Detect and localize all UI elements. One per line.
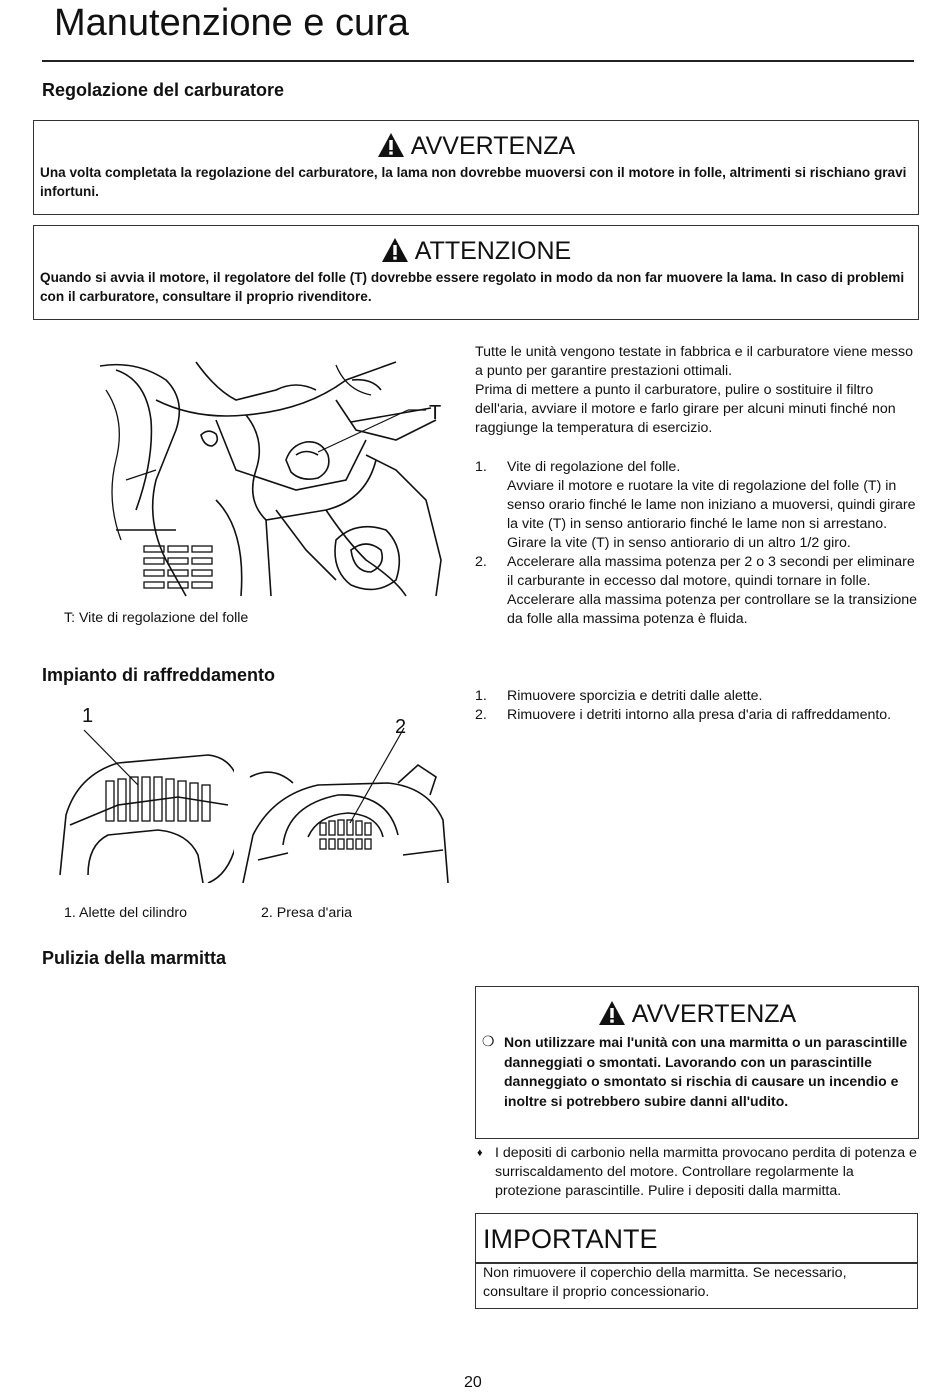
muffler-note xyxy=(475,1144,919,1201)
list-item xyxy=(475,458,919,553)
cooling-caption-1: 1. Alette del cilindro xyxy=(64,905,188,921)
important-label: IMPORTANTE xyxy=(483,1224,658,1254)
caution-header xyxy=(34,236,918,266)
warning-triangle-icon xyxy=(381,237,409,263)
warning-header xyxy=(34,131,918,161)
list-item xyxy=(475,706,919,725)
muffler-note-text: I depositi di carbonio nella marmitta provocano perdita di potenza e surriscaldamento del motore. Controllare regolarmente la protezione parascintille. Pulire i depositi dalla marmitta. xyxy=(495,1145,917,1199)
carburetor-intro xyxy=(475,343,919,438)
cooling-illustration xyxy=(58,725,450,883)
warning-text: Una volta completata la regolazione del carburatore, la lama non dovrebbe muoversi con il motore in folle, altrimenti si rischiano gravi infortuni. xyxy=(40,165,907,199)
warning-triangle-icon xyxy=(598,1000,626,1026)
warning-label: AVVERTENZA xyxy=(631,1000,797,1028)
page-number: 20 xyxy=(464,1374,482,1391)
carburetor-intro-2: Prima di mettere a punto il carburatore, pulire o sostituire il filtro dell'aria, avviare il motore e farlo girare per alcuni minuti finché non raggiunge la temperatura di esercizio. xyxy=(475,382,896,436)
caution-label: ATTENZIONE xyxy=(414,237,572,265)
important-text: Non rimuovere il coperchio della marmitta. Se necessario, consultare il proprio concessionario. xyxy=(483,1265,847,1300)
muffler-warning-body xyxy=(476,1029,918,1111)
cooling-callout-1: 1 xyxy=(82,705,94,727)
carburetor-warning-box xyxy=(33,120,919,215)
figure-callout-t: T xyxy=(429,402,442,424)
warning-header xyxy=(476,999,918,1029)
muffler-heading: Pulizia della marmitta xyxy=(42,948,227,968)
diamond-bullet-icon: ♦ xyxy=(477,1147,483,1159)
list-item xyxy=(475,687,919,706)
step-text: Avviare il motore e ruotare la vite di regolazione del folle (T) in senso orario finché le lame non iniziano a muoversi, quindi girare la vite (T) in senso antiorario finché le lame non si arrestano. Girare la vite (T) in senso antiorario di un altro 1/2 giro. xyxy=(507,478,916,551)
step-title: Vite di regolazione del folle. xyxy=(507,459,681,475)
carburetor-caution-box xyxy=(33,225,919,320)
cooling-steps xyxy=(475,687,919,725)
carburetor-illustration xyxy=(96,360,446,600)
caution-text: Quando si avvia il motore, il regolatore del folle (T) dovrebbe essere regolato in modo da non far muovere la lama. In caso di problemi con il carburatore, consultare il proprio rivenditore. xyxy=(40,270,905,304)
step-text: Accelerare alla massima potenza per 2 o 3 secondi per eliminare il carburante in eccesso dal motore, quindi tornare in folle. Accelerare alla massima potenza per controllare se la transizione da folle alla massima potenza è fluida. xyxy=(507,554,918,627)
warning-text: Non utilizzare mai l'unità con una marmitta o un parascintille danneggiati o smontati. Lavorando con un parascintille danneggiato o smontato si rischia di causare un incendio e inoltre si potrebbero subire danni all'udito. xyxy=(504,1034,908,1109)
step-number: 1. xyxy=(475,688,487,704)
carburetor-intro-1: Tutte le unità vengono testate in fabbrica e il carburatore viene messo a punto per garantire prestazioni ottimali. xyxy=(475,344,913,379)
carburetor-heading: Regolazione del carburatore xyxy=(42,80,285,100)
carburetor-steps xyxy=(475,458,919,629)
step-number: 1. xyxy=(475,459,487,475)
warning-triangle-icon xyxy=(377,132,405,158)
list-item xyxy=(475,553,919,629)
cooling-heading: Impianto di raffreddamento xyxy=(42,665,276,685)
bullet-icon: ❍ xyxy=(482,1033,495,1049)
step-text: Rimuovere sporcizia e detriti dalle alette. xyxy=(507,688,763,704)
cooling-callout-2: 2 xyxy=(395,716,407,738)
step-number: 2. xyxy=(475,554,487,570)
important-box xyxy=(475,1213,918,1309)
page-title: Manutenzione e cura xyxy=(54,2,409,44)
step-text: Rimuovere i detriti intorno alla presa d'aria di raffreddamento. xyxy=(507,707,892,723)
carburetor-figure-caption: T: Vite di regolazione del folle xyxy=(64,610,249,626)
cooling-caption-2: 2. Presa d'aria xyxy=(261,905,353,921)
warning-label: AVVERTENZA xyxy=(410,132,576,160)
muffler-warning-box xyxy=(475,986,919,1139)
title-divider xyxy=(42,60,914,62)
step-number: 2. xyxy=(475,707,487,723)
